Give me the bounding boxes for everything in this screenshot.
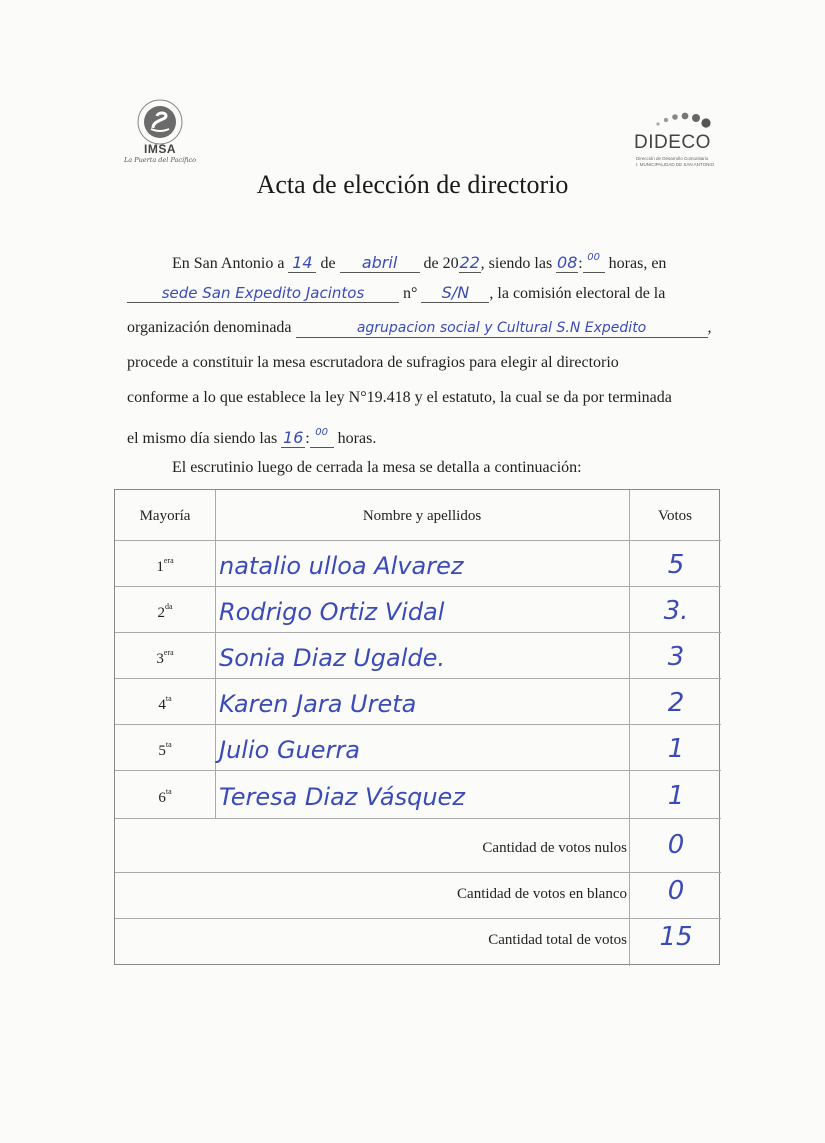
- rank-number: 6: [158, 790, 166, 806]
- dideco-name: [634, 132, 711, 154]
- rank-number: 5: [158, 743, 166, 759]
- rank-number: 3: [156, 651, 164, 667]
- text-de: de: [320, 255, 336, 272]
- text-de-20: de 20: [423, 255, 459, 272]
- row-rule-blank: [115, 918, 721, 919]
- imsa-seal-icon: [136, 98, 184, 146]
- form-line-2: [127, 284, 665, 303]
- row-rule-2: [115, 632, 721, 633]
- candidate-votes: 1: [667, 781, 685, 811]
- form-line-1: En San Antonio a 14 de abril de 2022, siendo las 08: $^{00}$ horas, en: [172, 249, 666, 273]
- start-min-value: 00: [587, 252, 601, 263]
- form-line-5: conforme a lo que establece la ley N°19.418 y el estatuto, la cual se da por terminada: [127, 389, 672, 406]
- row-rule-3: [115, 678, 721, 679]
- end-min-value: 00: [315, 427, 329, 438]
- blank-votes-label: Cantidad de votos en blanco: [457, 886, 627, 902]
- text-organizacion: organización denominada: [127, 319, 292, 336]
- candidate-votes: 3: [667, 642, 685, 672]
- text-comision: , la comisión electoral de la: [489, 285, 666, 302]
- rank-suffix: era: [163, 648, 174, 657]
- dideco-subtitle-1: Dirección de Desarrollo Comunitario: [636, 156, 709, 161]
- null-votes-label: Cantidad de votos nulos: [482, 840, 627, 856]
- candidate-name: Rodrigo Ortiz Vidal: [219, 598, 445, 626]
- row-rule-6: [115, 818, 721, 819]
- rank-cell: [115, 740, 215, 760]
- rank-suffix: ta: [165, 740, 172, 749]
- candidate-votes: 1: [667, 734, 685, 764]
- text-numero: n°: [403, 285, 418, 302]
- candidate-name: Julio Guerra: [219, 736, 360, 764]
- text-org-comma: ,: [707, 319, 712, 336]
- year-field: 22: [459, 253, 480, 272]
- candidate-votes: 5: [667, 550, 685, 580]
- start-hour-field: 08: [557, 253, 578, 272]
- rank-suffix: da: [164, 602, 173, 611]
- header-name: Nombre y apellidos: [362, 508, 482, 524]
- number-field: S/N: [421, 284, 489, 303]
- text-horas-en: horas, en: [608, 255, 667, 272]
- candidate-votes: 2: [667, 688, 685, 718]
- candidate-name: Karen Jara Ureta: [219, 690, 417, 718]
- text-en-san-antonio: En San Antonio a: [172, 255, 285, 272]
- imsa-name: IMSA: [144, 142, 176, 156]
- imsa-logo: [112, 98, 208, 170]
- header-rank: Mayoría: [139, 508, 191, 524]
- form-line-3: [127, 319, 712, 338]
- rank-number: 1: [156, 559, 164, 575]
- rank-suffix: era: [163, 556, 174, 565]
- rank-number: 4: [158, 697, 166, 713]
- text-horas: horas.: [337, 430, 377, 447]
- month-field: abril: [340, 254, 420, 273]
- dideco-logo: [628, 110, 724, 170]
- rank-cell: [115, 602, 215, 622]
- header-votes: Votos: [658, 508, 692, 524]
- candidate-votes: 3.: [663, 596, 689, 626]
- end-min-field: [310, 424, 334, 448]
- row-rule-4: [115, 724, 721, 725]
- dideco-dots-icon: [652, 110, 712, 132]
- rank-suffix: ta: [165, 787, 172, 796]
- rank-cell: [115, 648, 215, 668]
- text-mismo-dia: el mismo día siendo las: [127, 430, 278, 447]
- total-votes-value: 15: [659, 922, 693, 952]
- results-table: [114, 489, 720, 965]
- total-votes-label: Cantidad total de votos: [488, 932, 627, 948]
- form-line-4: procede a constituir la mesa escrutadora de sufragios para elegir al directorio: [127, 354, 619, 371]
- page-title: Acta de elección de directorio: [256, 170, 569, 199]
- rank-suffix: ta: [165, 694, 172, 703]
- row-rule-header: [115, 540, 721, 541]
- null-votes-value: 0: [667, 830, 685, 860]
- candidate-name: Sonia Diaz Ugalde.: [219, 644, 446, 672]
- rank-cell: [115, 694, 215, 714]
- rank-number: 2: [157, 605, 165, 621]
- rank-cell: [115, 787, 215, 807]
- blank-votes-value: 0: [667, 876, 685, 906]
- dideco-name-text: DIDECO: [634, 132, 711, 153]
- candidate-name: natalio ulloa Alvarez: [219, 552, 464, 580]
- org-name-field: agrupacion social y Cultural S.N Expedito: [296, 319, 708, 338]
- place-field: sede San Expedito Jacintos: [127, 284, 399, 303]
- col-rule-2: [629, 490, 630, 966]
- form-line-6: el mismo día siendo las 16 : $^{00}$ horas.: [127, 424, 376, 448]
- dideco-subtitle-2: I. MUNICIPALIDAD DE SAN ANTONIO: [636, 162, 715, 167]
- imsa-tagline: La Puerta del Pacífico: [123, 156, 197, 164]
- rank-cell: [115, 556, 215, 576]
- end-hour-field: 16: [283, 428, 304, 447]
- candidate-name: Teresa Diaz Vásquez: [219, 783, 465, 811]
- day-field: 14: [288, 254, 316, 273]
- row-rule-5: [115, 770, 721, 771]
- row-rule-1: [115, 586, 721, 587]
- row-rule-null: [115, 872, 721, 873]
- start-min-field: [583, 249, 605, 273]
- text-siendo-las: , siendo las: [480, 255, 553, 272]
- escrutinio-intro: El escrutinio luego de cerrada la mesa se detalla a continuación:: [172, 459, 582, 476]
